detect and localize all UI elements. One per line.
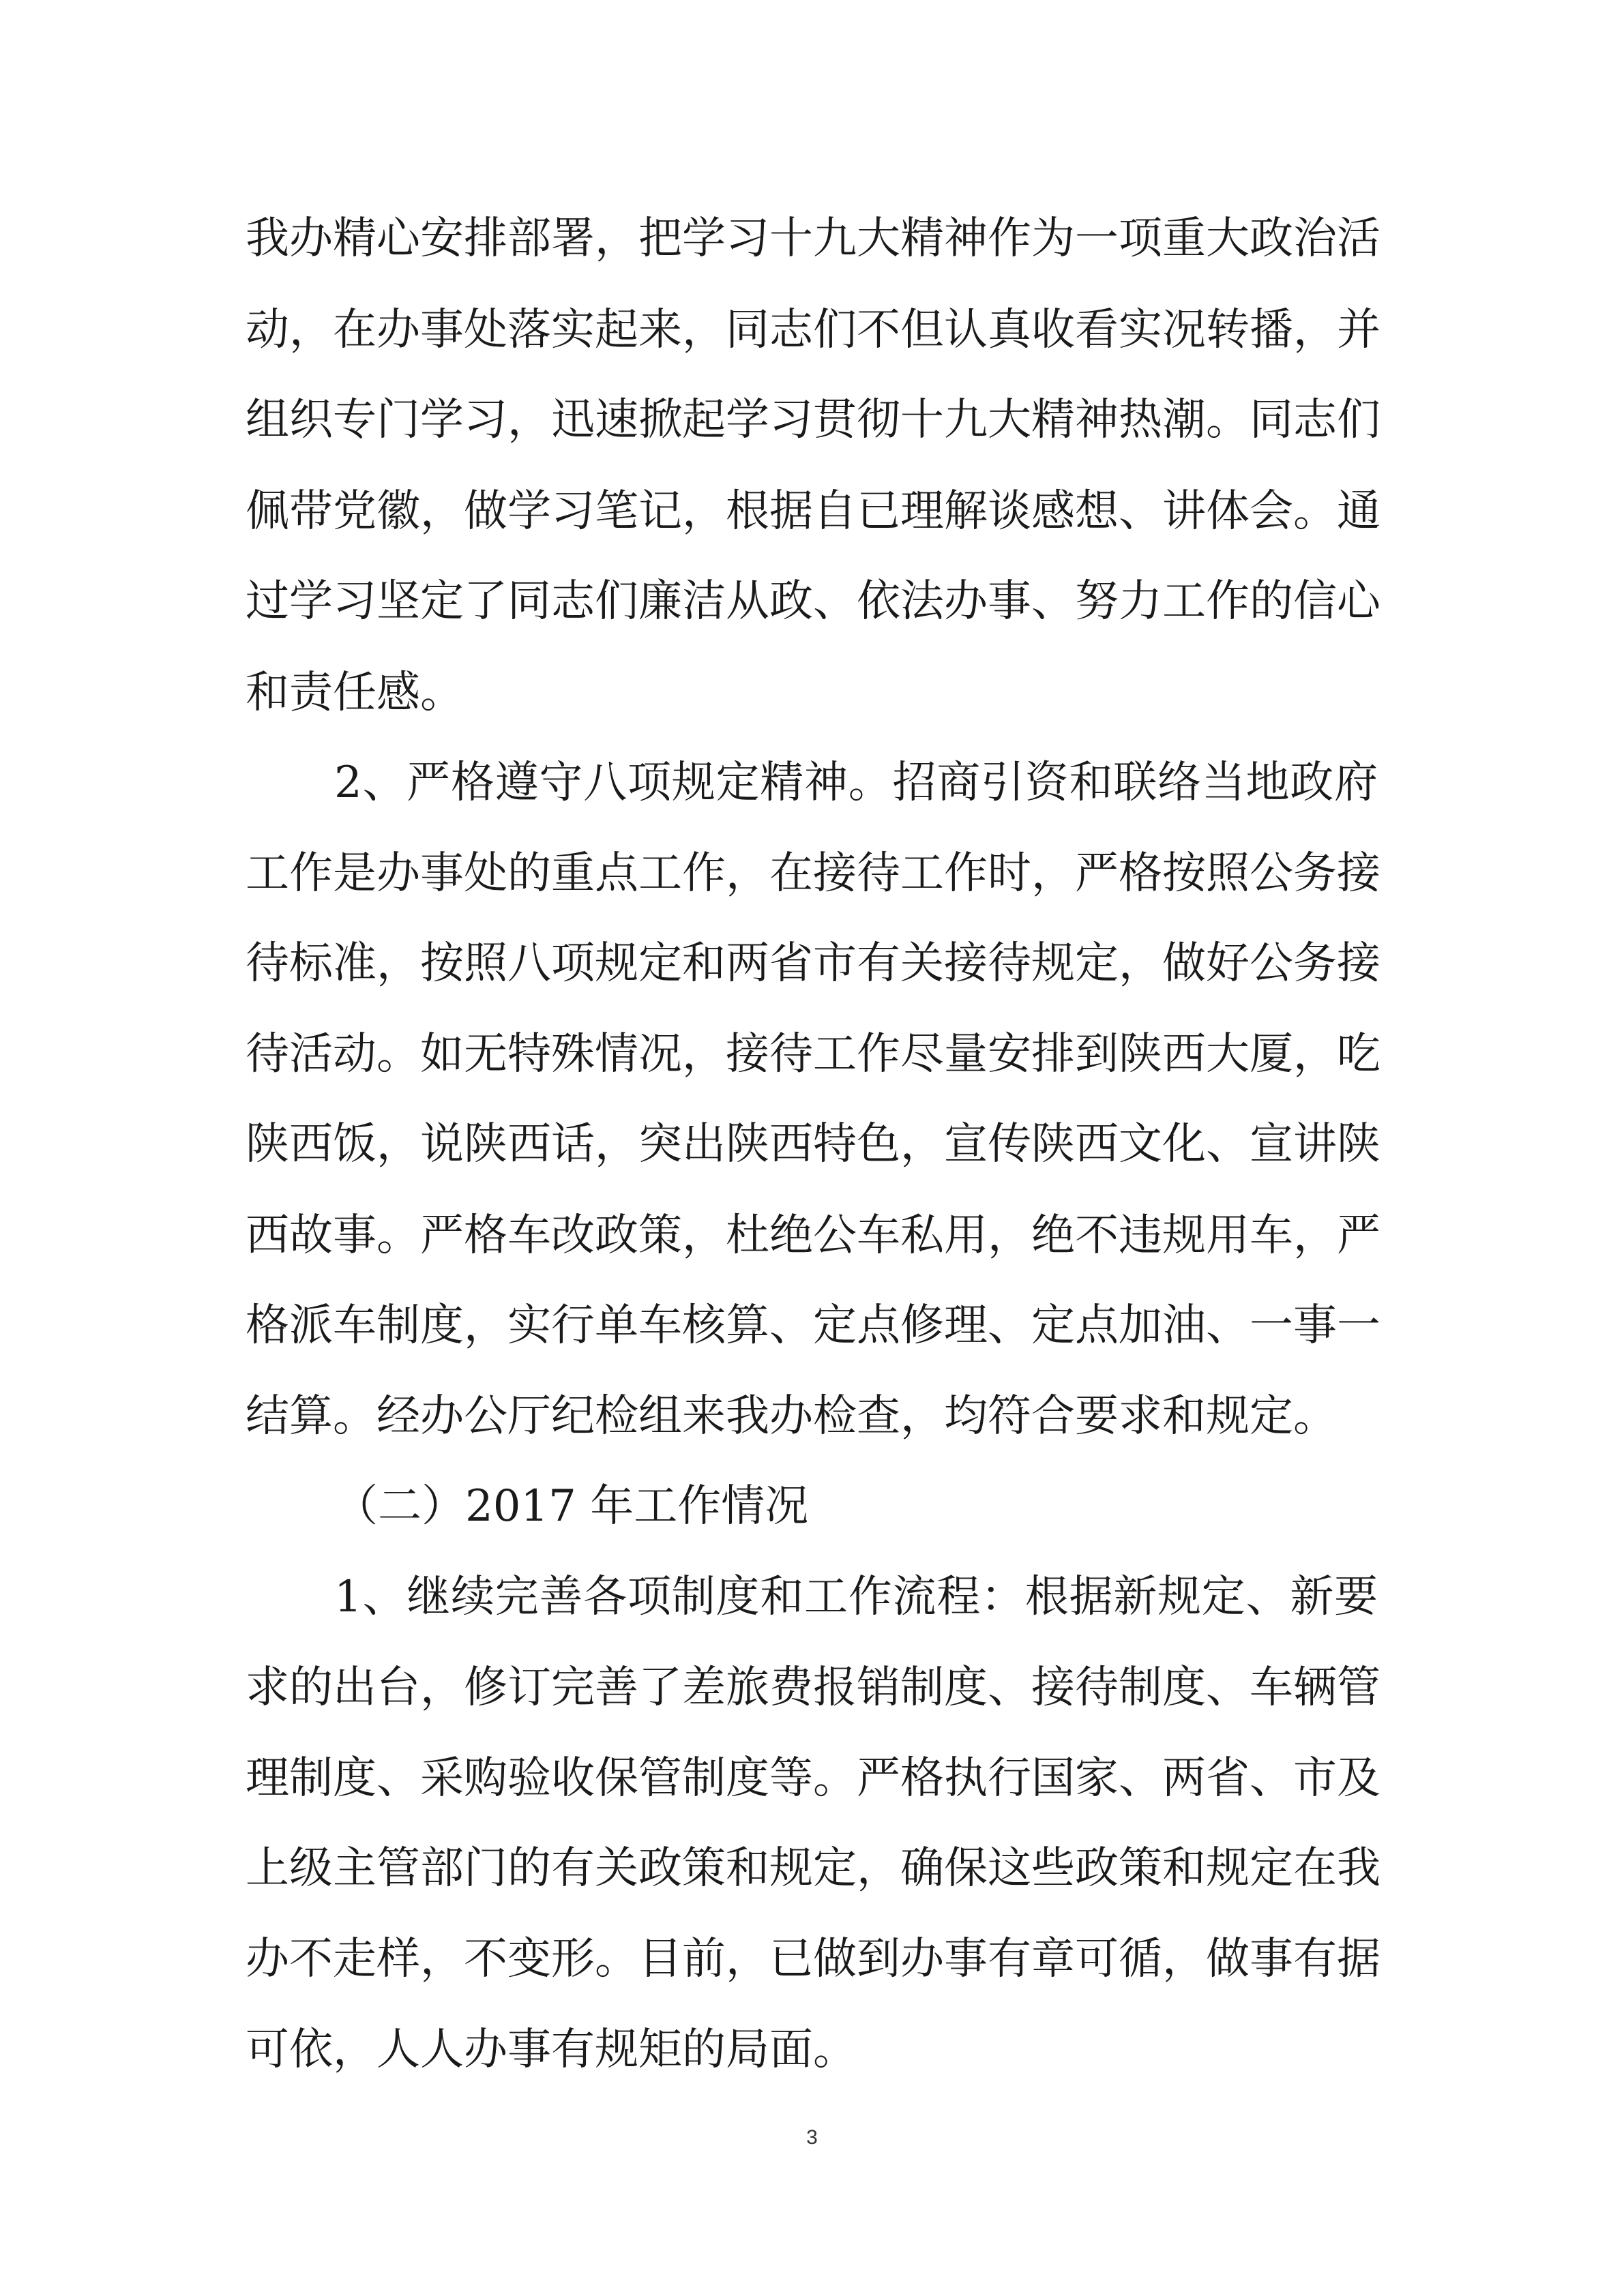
paragraph-line: 我办精心安排部署，把学习十九大精神作为一项重大政治活 (246, 213, 1381, 264)
paragraph-line: 1、继续完善各项制度和工作流程：根据新规定、新要 (334, 1572, 1378, 1622)
paragraph-line: 陕西饭，说陕西话，突出陕西特色，宣传陕西文化、宣讲陕 (246, 1119, 1381, 1169)
section-heading: （二）2017 年工作情况 (334, 1481, 809, 1532)
paragraph-line: 理制度、采购验收保管制度等。严格执行国家、两省、市及 (246, 1753, 1381, 1804)
paragraph-line: 西故事。严格车改政策，杜绝公车私用，绝不违规用车，严 (246, 1210, 1381, 1261)
paragraph-line: 过学习坚定了同志们廉洁从政、依法办事、努力工作的信心 (246, 576, 1381, 627)
paragraph-line: 上级主管部门的有关政策和规定，确保这些政策和规定在我 (246, 1843, 1381, 1894)
paragraph-line: 待标准，按照八项规定和两省市有关接待规定，做好公务接 (246, 938, 1381, 989)
paragraph-line: 组织专门学习，迅速掀起学习贯彻十九大精神热潮。同志们 (246, 395, 1381, 445)
paragraph-line: 工作是办事处的重点工作，在接待工作时，严格按照公务接 (246, 848, 1381, 899)
paragraph-line: 佩带党徽，做学习笔记，根据自已理解谈感想、讲体会。通 (246, 486, 1381, 537)
paragraph-line: 动，在办事处落实起来，同志们不但认真收看实况转播，并 (246, 305, 1381, 355)
page-number: 3 (806, 2126, 818, 2149)
paragraph-line: 2、严格遵守八项规定精神。招商引资和联络当地政府 (334, 758, 1378, 808)
paragraph-line: 格派车制度，实行单车核算、定点修理、定点加油、一事一 (246, 1300, 1381, 1351)
paragraph-line: 求的出台，修订完善了差旅费报销制度、接待制度、车辆管 (246, 1663, 1381, 1713)
paragraph-line: 待活动。如无特殊情况，接待工作尽量安排到陕西大厦，吃 (246, 1029, 1381, 1079)
paragraph-line: 和责任感。 (246, 668, 464, 718)
paragraph-line: 结算。经办公厅纪检组来我办检查，均符合要求和规定。 (246, 1391, 1337, 1442)
paragraph-line: 可依，人人办事有规矩的局面。 (246, 2025, 857, 2075)
paragraph-line: 办不走样，不变形。目前，已做到办事有章可循，做事有据 (246, 1934, 1381, 1984)
